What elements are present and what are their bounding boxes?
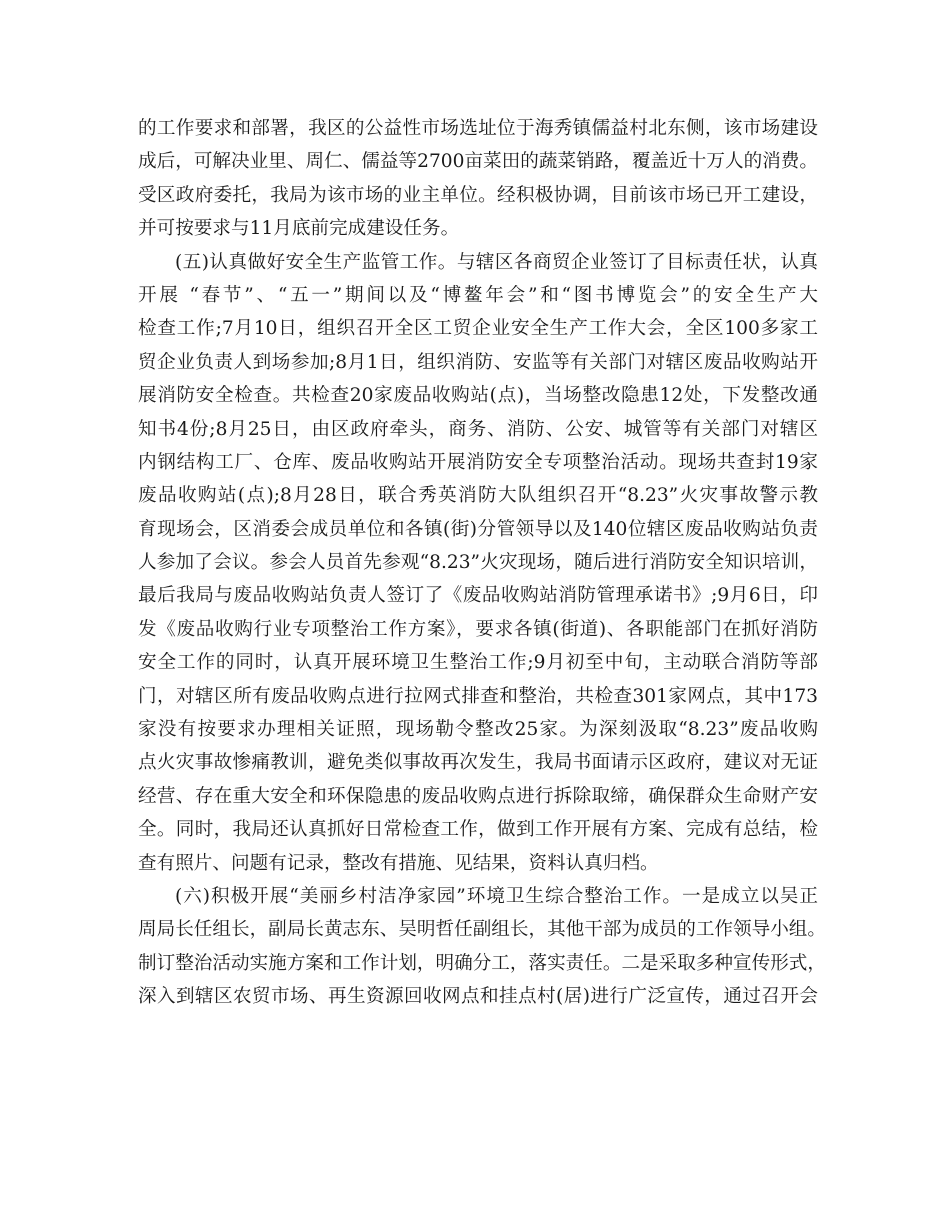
text-line: 制订整治活动实施方案和工作计划，明确分工，落实责任。二是采取多种宣传形式，	[138, 952, 826, 974]
text-line: 全。同时，我局还认真抓好日常检查工作，做到工作开展有方案、完成有总结，检	[138, 819, 818, 841]
text-line: 贸企业负责人到场参加;8月1日，组织消防、安监等有关部门对辖区废品收购站开	[138, 351, 818, 373]
text-line: (五)认真做好安全生产监管工作。与辖区各商贸企业签订了目标责任状，认真	[175, 251, 818, 273]
paragraph-five	[138, 246, 818, 880]
text-line: 门，对辖区所有废品收购点进行拉网式排查和整治，共检查301家网点，其中173	[138, 685, 818, 707]
text-line: 的工作要求和部署，我区的公益性市场选址位于海秀镇儒益村北东侧，该市场建设	[138, 118, 818, 139]
text-line: 内钢结构工厂、仓库、废品收购站开展消防安全专项整治活动。现场共查封19家	[138, 451, 818, 473]
paragraph-six	[138, 880, 826, 1014]
text-line: 知书4份;8月25日，由区政府牵头，商务、消防、公安、城管等有关部门对辖区	[138, 418, 818, 440]
text-line: 育现场会，区消委会成员单位和各镇(街)分管领导以及140位辖区废品收购站负责	[138, 518, 818, 540]
text-line: 深入到辖区农贸市场、再生资源回收网点和挂点村(居)进行广泛宣传，通过召开会	[138, 986, 818, 1008]
text-line: 人参加了会议。参会人员首先参观“8.23”火灾现场，随后进行消防安全知识培训，	[138, 552, 818, 574]
document-body	[138, 112, 826, 1014]
text-line: 安全工作的同时，认真开展环境卫生整治工作;9月初至中旬，主动联合消防等部	[138, 652, 818, 674]
text-line: 成后，可解决业里、周仁、儒益等2700亩菜田的蔬菜销路，覆盖近十万人的消费。	[138, 151, 818, 173]
text-line: 检查工作;7月10日，组织召开全区工贸企业安全生产工作大会，全区100多家工	[138, 318, 818, 340]
text-line: 点火灾事故惨痛教训，避免类似事故再次发生，我局书面请示区政府，建议对无证	[138, 752, 818, 774]
text-line: 展消防安全检查。共检查20家废品收购站(点)，当场整改隐患12处，下发整改通	[138, 385, 818, 407]
text-line: (六)积极开展“美丽乡村洁净家园”环境卫生综合整治工作。一是成立以吴正	[175, 885, 818, 907]
text-line: 家没有按要求办理相关证照，现场勒令整改25家。为深刻汲取“8.23”废品收购	[138, 719, 818, 741]
paragraph-intro	[138, 112, 818, 246]
text-line: 开展 “春节”、“五一”期间以及“博鳌年会”和“图书博览会”的安全生产大	[138, 284, 818, 306]
text-line: 周局长任组长，副局长黄志东、吴明哲任副组长，其他干部为成员的工作领导小组。	[138, 919, 826, 941]
text-line: 经营、存在重大安全和环保隐患的废品收购点进行拆除取缔，确保群众生命财产安	[138, 785, 818, 807]
text-line: 最后我局与废品收购站负责人签订了《废品收购站消防管理承诺书》;9月6日，印	[138, 585, 818, 607]
text-line: 废品收购站(点);8月28日，联合秀英消防大队组织召开“8.23”火灾事故警示教	[138, 485, 818, 507]
text-line: 并可按要求与11月底前完成建设任务。	[138, 218, 460, 240]
text-line: 发《废品收购行业专项整治工作方案》，要求各镇(街道)、各职能部门在抓好消防	[138, 618, 818, 640]
text-line: 受区政府委托，我局为该市场的业主单位。经积极协调，目前该市场已开工建设，	[138, 184, 818, 206]
text-line: 查有照片、问题有记录，整改有措施、见结果，资料认真归档。	[138, 852, 659, 874]
